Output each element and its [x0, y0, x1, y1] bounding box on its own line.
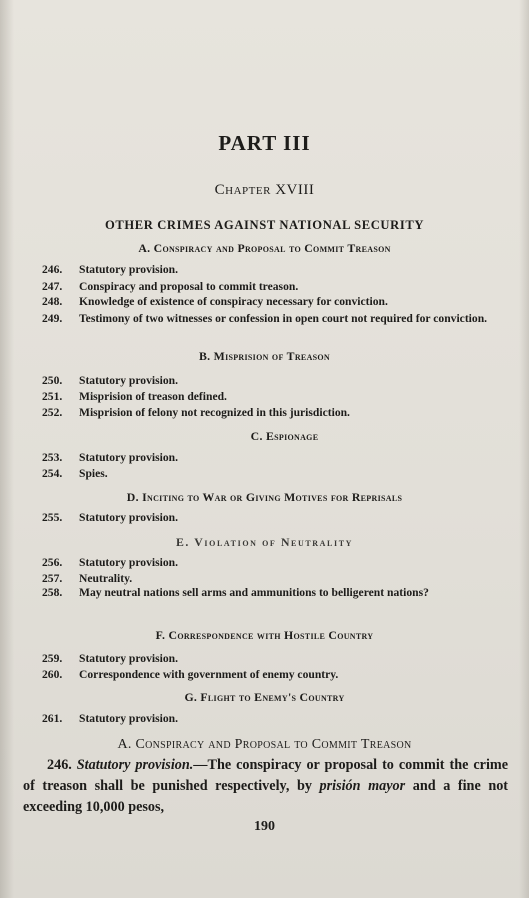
- item-number: 257.: [42, 572, 63, 585]
- item-text: Spies.: [79, 467, 108, 480]
- toc-item: [42, 466, 492, 482]
- item-text: Correspondence with government of enemy country.: [79, 668, 339, 681]
- toc-item: [42, 667, 492, 683]
- item-number: 248.: [42, 295, 63, 308]
- paragraph-text-part-2: and a fine not exceeding 10,000 pesos,: [23, 778, 509, 815]
- item-number: 252.: [42, 406, 63, 419]
- toc-item: [42, 555, 492, 571]
- paragraph-number: 246.: [47, 757, 72, 773]
- item-text: Misprision of felony not recognized in this jurisdiction.: [79, 406, 350, 419]
- section-heading-d: D. Inciting to War or Giving Motives for Reprisals: [126, 490, 403, 504]
- paragraph-italic-term: prisión mayor: [319, 778, 406, 794]
- toc-item: [42, 262, 492, 278]
- toc-item: [42, 405, 492, 421]
- section-heading-e: E. Violation of Neutrality: [175, 535, 354, 549]
- item-number: 256.: [42, 556, 63, 569]
- toc-item: [42, 510, 492, 526]
- item-number: 251.: [42, 390, 63, 403]
- item-text: Statutory provision.: [79, 374, 178, 387]
- toc-item: [42, 450, 492, 466]
- chapter-title: Chapter XVIII: [214, 182, 315, 198]
- item-text: Knowledge of existence of conspiracy necessary for conviction.: [79, 295, 388, 308]
- item-text: Statutory provision.: [79, 263, 178, 276]
- item-number: 254.: [42, 467, 63, 480]
- item-text: May neutral nations sell arms and ammunitions to belligerent nations?: [79, 586, 429, 599]
- item-number: 250.: [42, 374, 63, 387]
- item-text: Statutory provision.: [79, 556, 178, 569]
- chapter-subject-title: OTHER CRIMES AGAINST NATIONAL SECURITY: [104, 218, 425, 232]
- section-heading-b: B. Misprision of Treason: [198, 349, 330, 363]
- item-text: Statutory provision.: [79, 451, 178, 464]
- toc-item: [42, 651, 492, 667]
- item-text: Statutory provision.: [79, 511, 178, 524]
- item-number: 259.: [42, 652, 63, 665]
- toc-item: [42, 585, 492, 601]
- part-title: PART III: [218, 131, 311, 155]
- item-number: 246.: [42, 263, 63, 276]
- item-number: 249.: [42, 312, 63, 325]
- item-text: Neutrality.: [79, 572, 133, 585]
- paragraph-title: Statutory provision.: [76, 757, 194, 773]
- item-text: Misprision of treason defined.: [79, 390, 227, 403]
- toc-item: [42, 311, 492, 327]
- item-number: 255.: [42, 511, 63, 524]
- section-heading-g: G. Flight to Enemy's Country: [184, 690, 345, 704]
- body-section-heading: A. Conspiracy and Proposal to Commit Treason: [117, 737, 412, 752]
- section-heading-f: F. Correspondence with Hostile Country: [155, 628, 374, 642]
- item-number: 260.: [42, 668, 63, 681]
- toc-item: [42, 373, 492, 389]
- section-heading-a: A. Conspiracy and Proposal to Commit Treason: [138, 241, 391, 255]
- paragraph-dash: —: [193, 757, 208, 773]
- page-number: 190: [254, 819, 275, 834]
- toc-item: [42, 279, 492, 295]
- item-number: 258.: [42, 586, 63, 599]
- item-text: Statutory provision.: [79, 712, 178, 725]
- paragraph-text-part-1: The conspiracy or proposal to commit the crime of treason shall be punished respectively, by: [23, 757, 508, 794]
- body-paragraph: [23, 755, 508, 818]
- toc-item: [42, 389, 492, 405]
- item-text: Statutory provision.: [79, 652, 178, 665]
- toc-item: [42, 294, 492, 310]
- item-text: Conspiracy and proposal to commit treason.: [79, 280, 299, 293]
- item-number: 261.: [42, 712, 63, 725]
- item-number: 247.: [42, 280, 63, 293]
- item-text: Testimony of two witnesses or confession in open court not required for conviction.: [79, 312, 488, 325]
- toc-item: [42, 711, 492, 727]
- section-heading-c: C. Espionage: [250, 429, 319, 443]
- item-number: 253.: [42, 451, 63, 464]
